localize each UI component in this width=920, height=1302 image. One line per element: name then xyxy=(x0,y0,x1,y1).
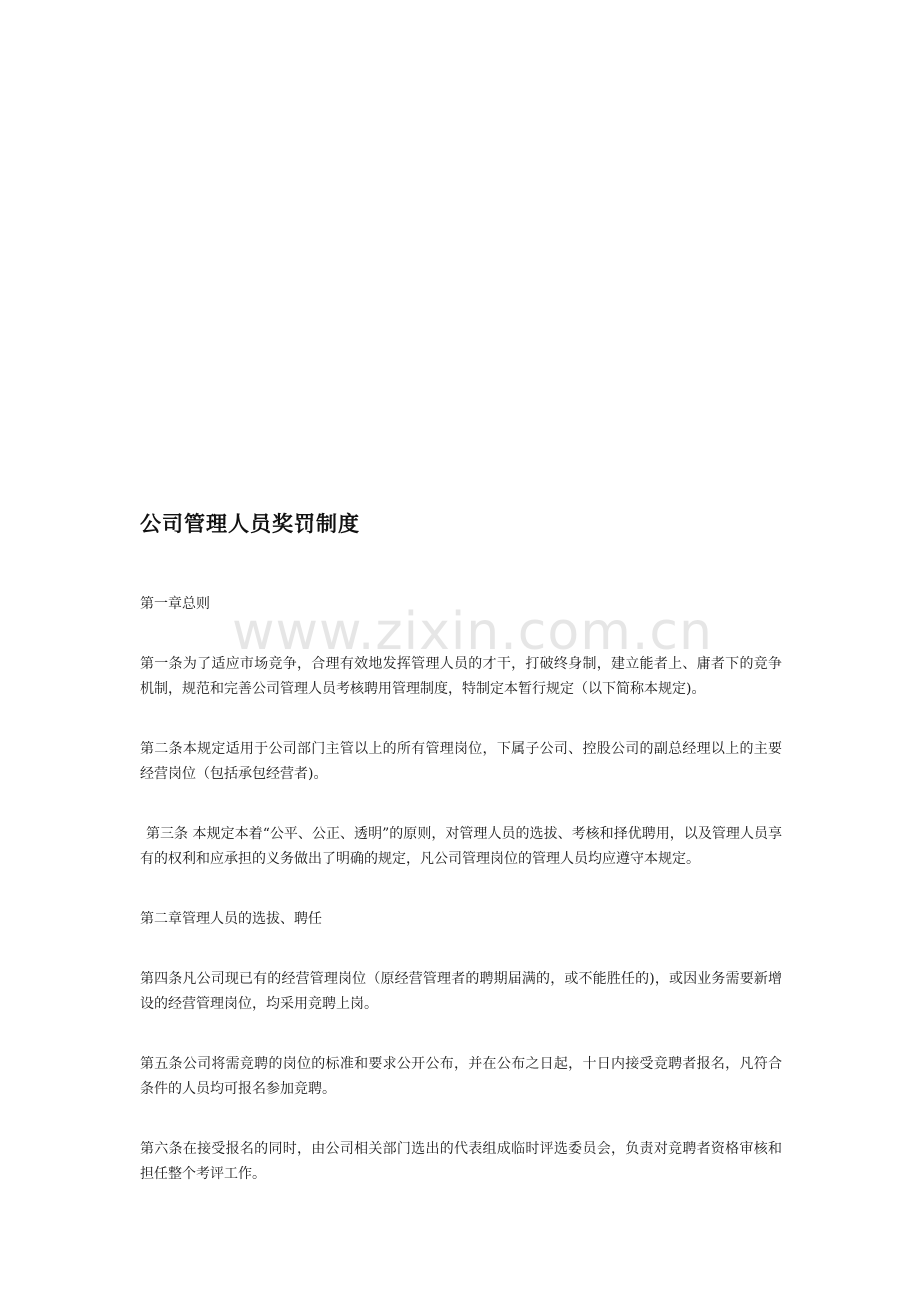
article-5: 第五条公司将需竞聘的岗位的标准和要求公开公布，并在公布之日起，十日内接受竞聘者报名，凡符合条件的人员均可报名参加竞聘。 xyxy=(140,1056,782,1097)
watermark: www.zixin.com.cn xyxy=(232,602,713,662)
article-6: 第六条在接受报名的同时，由公司相关部门选出的代表组成临时评选委员会，负责对竞聘者资格审核和担任整个考评工作。 xyxy=(140,1141,782,1182)
article-3: 第三条 本规定本着“公平、公正、透明”的原则，对管理人员的选拔、考核和择优聘用，以及管理人员享有的权利和应承担的义务做出了明确的规定，凡公司管理岗位的管理人员均应遵守本规定。 xyxy=(140,826,782,867)
article-2: 第二条本规定适用于公司部门主管以上的所有管理岗位，下属子公司、控股公司的副总经理以上的主要经营岗位（包括承包经营者)。 xyxy=(140,741,782,782)
document-title: 公司管理人员奖罚制度 xyxy=(140,512,360,536)
chapter-heading-2: 第二章管理人员的选拔、聘任 xyxy=(140,911,322,927)
article-1: 第一条为了适应市场竞争，合理有效地发挥管理人员的才干，打破终身制，建立能者上、庸者下的竞争机制，规范和完善公司管理人员考核聘用管理制度，特制定本暂行规定（以下简称本规定)。 xyxy=(140,656,782,697)
chapter-heading-1: 第一章总则 xyxy=(140,596,210,612)
document-body xyxy=(140,508,782,1222)
article-4: 第四条凡公司现已有的经营管理岗位（原经营管理者的聘期届满的，或不能胜任的)，或因业务需要新增设的经营管理岗位，均采用竞聘上岗。 xyxy=(140,971,782,1012)
